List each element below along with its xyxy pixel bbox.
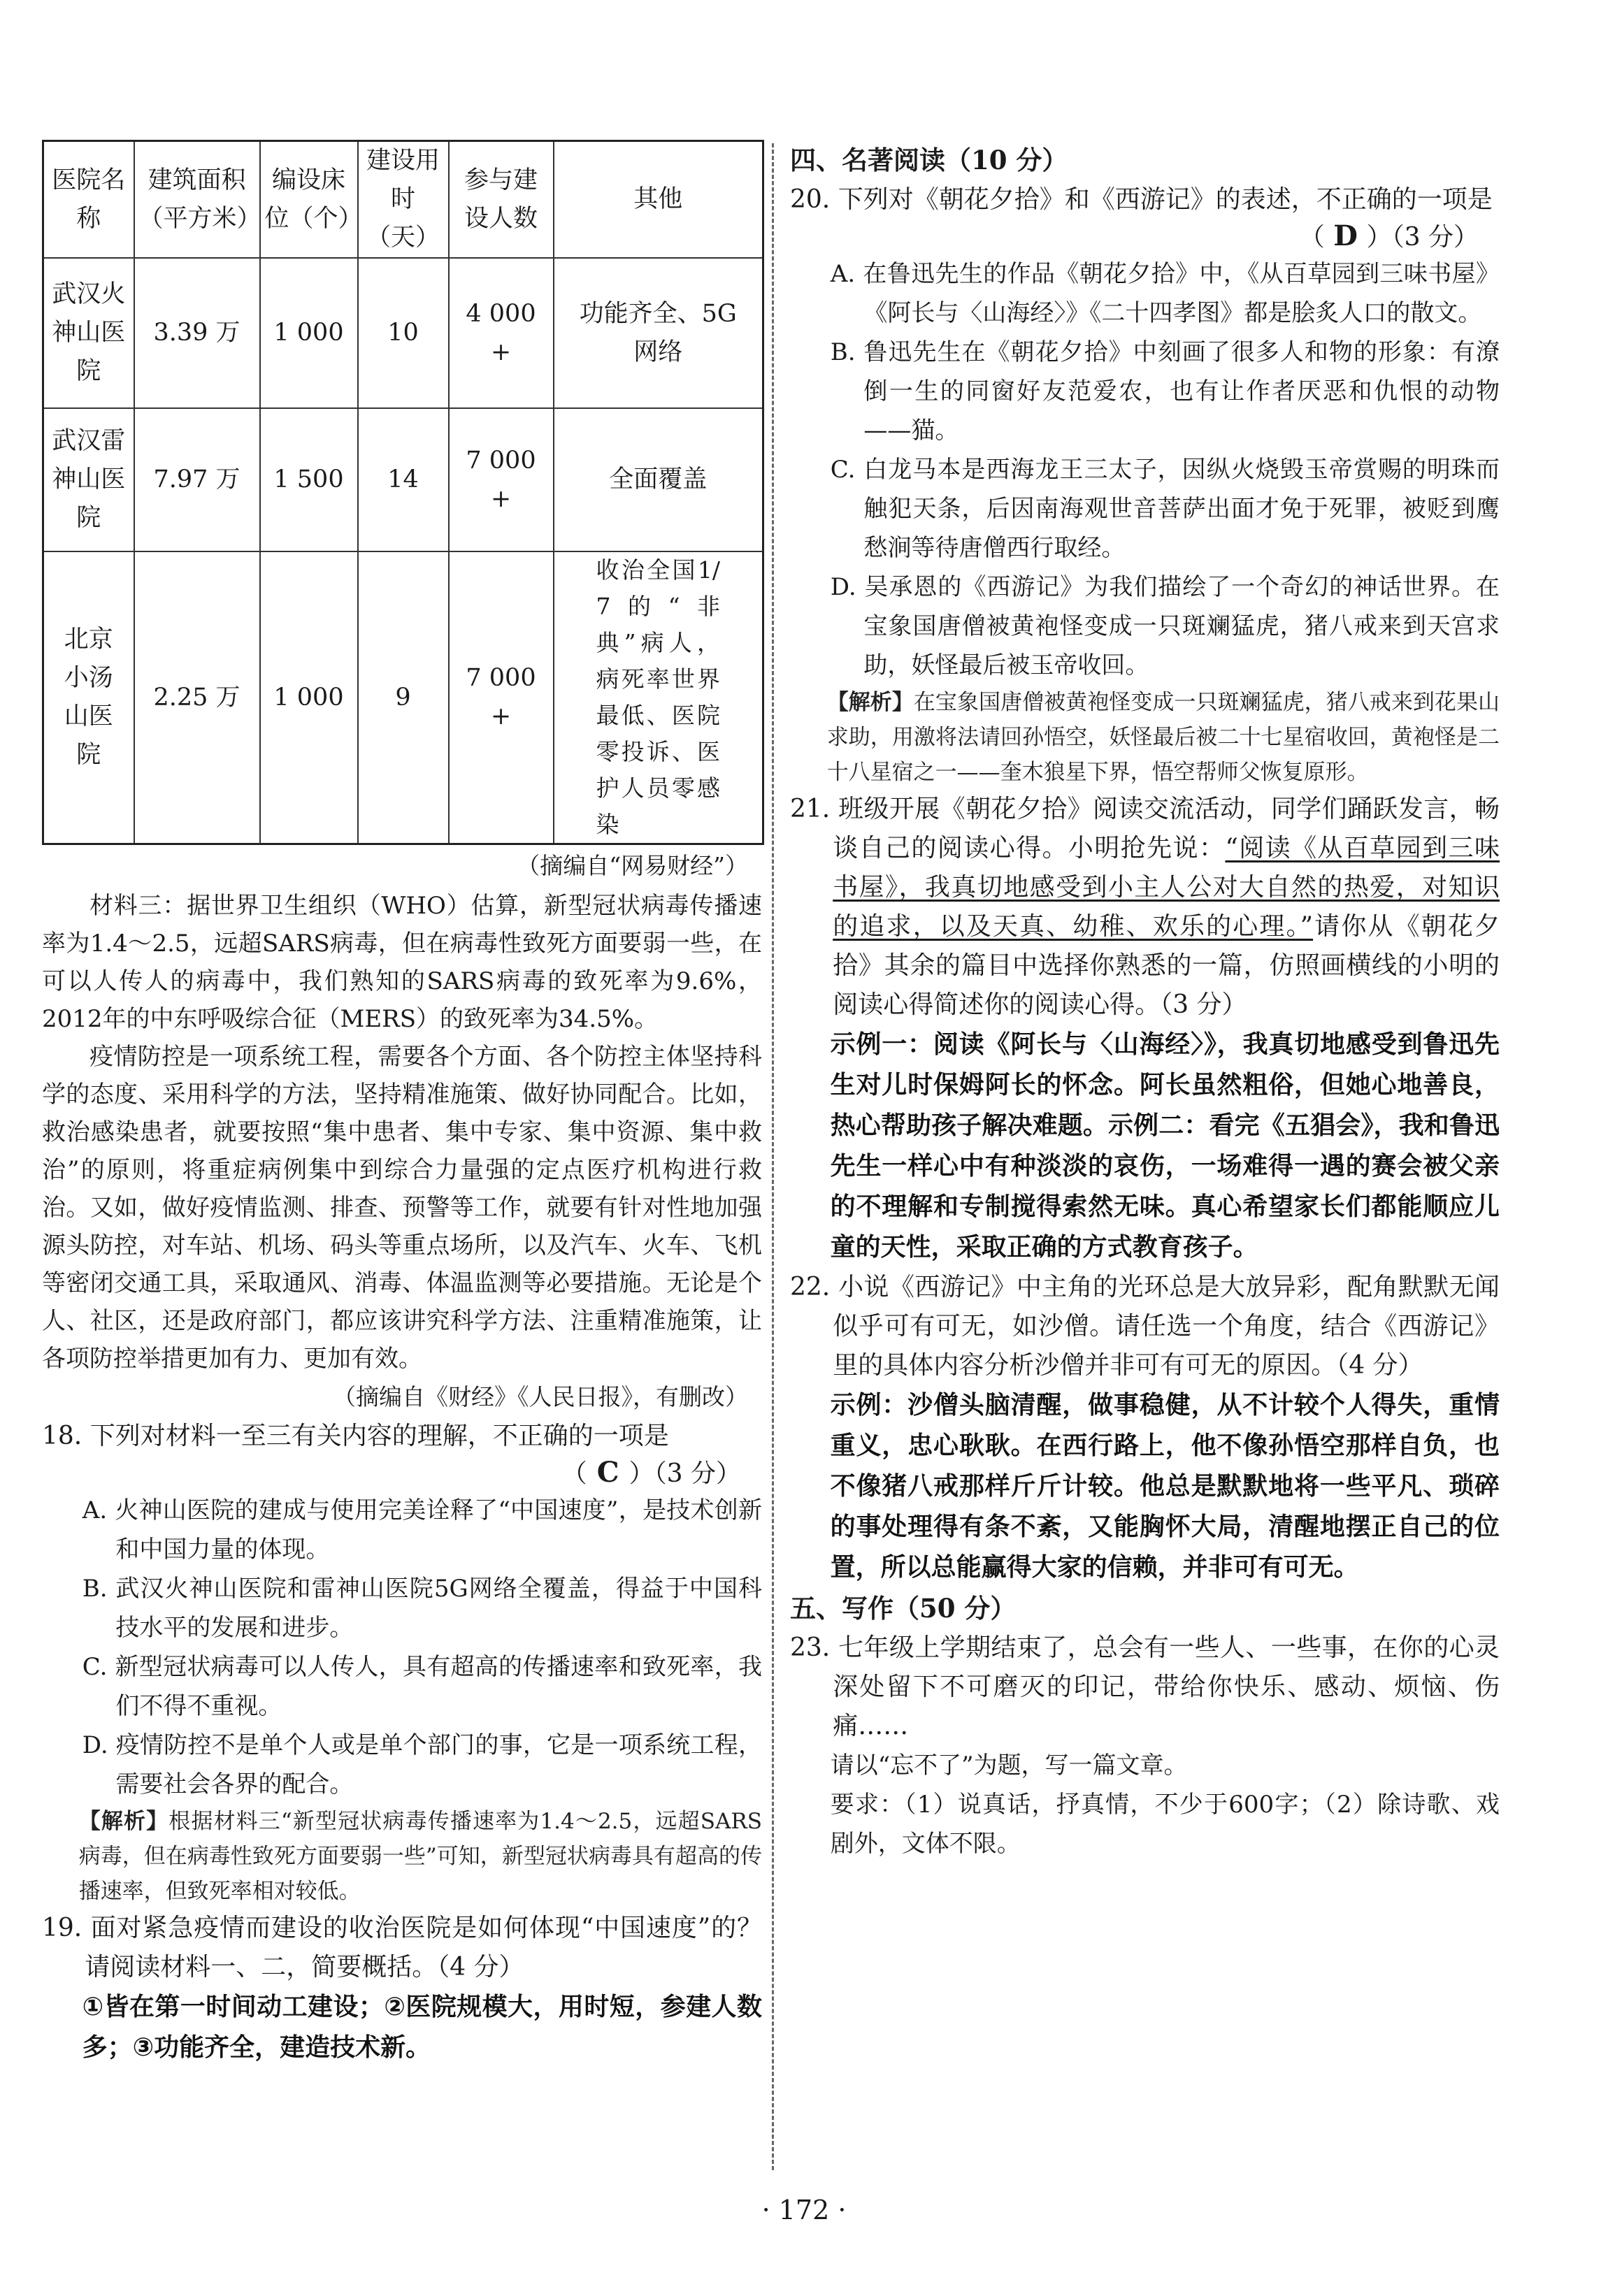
question-20	[790, 180, 1500, 219]
table-cell: 14	[358, 408, 449, 551]
table-header-cell: 建筑面积（平方米）	[134, 141, 260, 259]
right-column	[790, 140, 1500, 1863]
answer-open-paren: （	[1299, 223, 1325, 252]
table-cell: 4 000 +	[449, 258, 554, 408]
table-cell: 9	[358, 551, 449, 844]
question-21-underlined-quote: “阅读《从百草园到三味书屋》，我真切地感受到小主人公对大自然的热爱，对知识的追求，以及天真、幼稚、欢乐的心理。”	[833, 834, 1500, 941]
table-cell: 全面覆盖	[554, 408, 763, 551]
table-header-row	[43, 141, 763, 259]
table-cell: 武汉火神山医院	[43, 258, 134, 408]
table-header-cell: 编设床位（个）	[260, 141, 358, 259]
table-cell: 10	[358, 258, 449, 408]
question-20-option-d: D. 吴承恩的《西游记》为我们描绘了一个奇幻的神话世界。在宝象国唐僧被黄袍怪变成一只斑斓猛虎，猪八戒来到天宫求助，妖怪最后被玉帝收回。	[830, 573, 1500, 679]
table-source: （摘编自“网易财经”）	[517, 852, 748, 879]
question-20-answer-line	[790, 219, 1500, 254]
table-row	[43, 551, 763, 844]
column-divider	[772, 143, 774, 2170]
table-cell: 1 000	[260, 258, 358, 408]
question-21-stem-a: 21. 班级开展《朝花夕拾》阅读交流活动，同学们踊跃发言，畅谈自己的阅读心得。小明抢先说：	[790, 795, 1500, 862]
answer-open-paren: （	[561, 1459, 587, 1488]
question-18-answer: C	[596, 1456, 619, 1489]
hospital-table	[42, 140, 764, 845]
question-20-option-a: A. 在鲁迅先生的作品《朝花夕拾》中，《从百草园到三味书屋》《阿长与〈山海经〉》《二十四孝图》都是脍炙人口的散文。	[830, 260, 1500, 327]
material3-paragraph-2: 疫情防控是一项系统工程，需要各个方面、各个防控主体坚持科学的态度、采用科学的方法，坚持精准施策、做好协同配合。比如，救治感染患者，就要按照“集中患者、集中专家、集中资源、集中救治”的原则，将重症病例集中到综合力量强的定点医疗机构进行救治。又如，做好疫情监测、排查、预警等工作，就要有针对性地加强源头防控，对车站、机场、码头等重点场所，以及汽车、火车、飞机等密闭交通工具，采取通风、消毒、体温监测等必要措施。无论是个人、社区，还是政府部门，都应该讲究科学方法、注重精准施策，让各项防控举措更加有力、更加有效。	[42, 1043, 762, 1373]
table-header-cell: 建设用时（天）	[358, 141, 449, 259]
table-header-cell: 参与建设人数	[449, 141, 554, 259]
question-18	[42, 1417, 762, 1456]
question-20-option-c: C. 白龙马本是西海龙王三太子，因纵火烧毁玉帝赏赐的明珠而触犯天条，后因南海观世音菩萨出面才免于死罪，被贬到鹰愁涧等待唐僧西行取经。	[830, 456, 1500, 562]
question-20-answer: D	[1333, 219, 1358, 252]
analysis-label: 【解析】	[826, 690, 914, 715]
table-cell: 北京小汤山医院	[43, 551, 134, 844]
question-18-option-d: D. 疫情防控不是单个人或是单个部门的事，它是一项系统工程，需要社会各界的配合。	[82, 1731, 762, 1798]
question-18-stem: 18. 下列对材料一至三有关内容的理解，不正确的一项是	[42, 1422, 669, 1450]
question-23-requirements: 要求：（1）说真话，抒真情，不少于600字；（2）除诗歌、戏剧外，文体不限。	[830, 1791, 1500, 1858]
analysis-text: 根据材料三“新型冠状病毒传播速率为1.4～2.5，远超SARS病毒，但在病毒性致死方面要弱一些”可知，新型冠状病毒具有超高的传播速率，但致死率相对较低。	[78, 1809, 762, 1904]
section-4-heading: 四、名著阅读（10 分）	[790, 145, 1068, 175]
question-18-option-b: B. 武汉火神山医院和雷神山医院5G网络全覆盖，得益于中国科技水平的发展和进步。	[82, 1575, 762, 1642]
question-18-answer-line	[42, 1456, 762, 1491]
table-row	[43, 408, 763, 551]
table-cell: 3.39 万	[134, 258, 260, 408]
table-cell: 功能齐全、5G 网络	[554, 258, 763, 408]
question-22: 22. 小说《西游记》中主角的光环总是大放异彩，配角默默无闻似乎可有可无，如沙僧。请任选一个角度，结合《西游记》里的具体内容分析沙僧并非可有可无的原因。（4 分）	[790, 1273, 1500, 1380]
page-number: · 172 ·	[761, 2195, 847, 2225]
table-cell: 武汉雷神山医院	[43, 408, 134, 551]
table-cell: 7 000 +	[449, 551, 554, 844]
material3-source: （摘编自《财经》《人民日报》，有删改）	[333, 1383, 748, 1410]
table-cell: 7.97 万	[134, 408, 260, 551]
answer-close-paren: ）（3 分）	[1366, 223, 1479, 252]
question-20-analysis	[790, 685, 1500, 790]
table-cell: 1 000	[260, 551, 358, 844]
answer-close-paren: ）（3 分）	[629, 1459, 741, 1488]
question-23-prompt: 请以“忘不了”为题，写一篇文章。	[830, 1752, 1188, 1779]
question-20-stem: 20. 下列对《朝花夕拾》和《西游记》的表述，不正确的一项是	[790, 185, 1493, 214]
table-cell: 2.25 万	[134, 551, 260, 844]
table-row	[43, 258, 763, 408]
left-column	[42, 140, 762, 2068]
analysis-text: 在宝象国唐僧被黄袍怪变成一只斑斓猛虎，猪八戒来到花果山求助，用激将法请回孙悟空，妖怪最后被二十七星宿收回，黄袍怪是二十八星宿之一——奎木狼星下界，悟空帮师父恢复原形。	[826, 690, 1500, 785]
table-cell: 7 000 +	[449, 408, 554, 551]
question-19-answer: ①皆在第一时间动工建设；②医院规模大，用时短，参建人数多；③功能齐全，建造技术新。	[82, 1993, 762, 2062]
question-21-stem-b: 请你从《朝花夕拾》其余的篇目中选择你熟悉的一篇，仿照画横线的小明的阅读心得简述你的阅读心得。（3 分）	[833, 912, 1500, 1019]
question-18-option-a: A. 火神山医院的建成与使用完美诠释了“中国速度”，是技术创新和中国力量的体现。	[82, 1496, 762, 1564]
table-header-cell: 其他	[554, 141, 763, 259]
table-header-cell: 医院名称	[43, 141, 134, 259]
question-21-answer: 示例一：阅读《阿长与〈山海经〉》，我真切地感受到鲁迅先生对儿时保姆阿长的怀念。阿长虽然粗俗，但她心地善良，热心帮助孩子解决难题。示例二：看完《五猖会》，我和鲁迅先生一样心中有种淡淡的哀伤，一场难得一遇的赛会被父亲的不理解和专制搅得索然无味。真心希望家长们都能顺应儿童的天性，采取正确的方式教育孩子。	[830, 1030, 1500, 1262]
question-21	[790, 790, 1500, 1025]
section-5-heading: 五、写作（50 分）	[790, 1593, 1017, 1624]
question-19: 19. 面对紧急疫情而建设的收治医院是如何体现“中国速度”的？请阅读材料一、二，简要概括。（4 分）	[42, 1914, 762, 1981]
question-23: 23. 七年级上学期结束了，总会有一些人、一些事，在你的心灵深处留下不可磨灭的印记，带给你快乐、感动、烦恼、伤痛……	[790, 1633, 1500, 1740]
analysis-label: 【解析】	[78, 1809, 169, 1834]
table-cell: 收治全国1/7的“非典”病人，病死率世界最低、医院零投诉、医护人员零感染	[554, 551, 763, 844]
question-18-analysis	[42, 1804, 762, 1909]
question-18-option-c: C. 新型冠状病毒可以人传人，具有超高的传播速率和致死率，我们不得不重视。	[82, 1653, 762, 1720]
question-20-option-b: B. 鲁迅先生在《朝花夕拾》中刻画了很多人和物的形象：有潦倒一生的同窗好友范爱农，也有让作者厌恶和仇恨的动物——猫。	[830, 338, 1500, 445]
question-22-answer: 示例：沙僧头脑清醒，做事稳健，从不计较个人得失，重情重义，忠心耿耿。在西行路上，他不像孙悟空那样自负，也不像猪八戒那样斤斤计较。他总是默默地将一些平凡、琐碎的事处理得有条不紊，又能胸怀大局，清醒地摆正自己的位置，所以总能赢得大家的信赖，并非可有可无。	[830, 1391, 1500, 1582]
material3-paragraph-1: 材料三：据世界卫生组织（WHO）估算，新型冠状病毒传播速率为1.4～2.5，远超SARS病毒，但在病毒性致死方面要弱一些，在可以人传人的病毒中，我们熟知的SARS病毒的致死率为9.6%，2012年的中东呼吸综合征（MERS）的致死率为34.5%。	[42, 892, 762, 1033]
table-cell: 1 500	[260, 408, 358, 551]
